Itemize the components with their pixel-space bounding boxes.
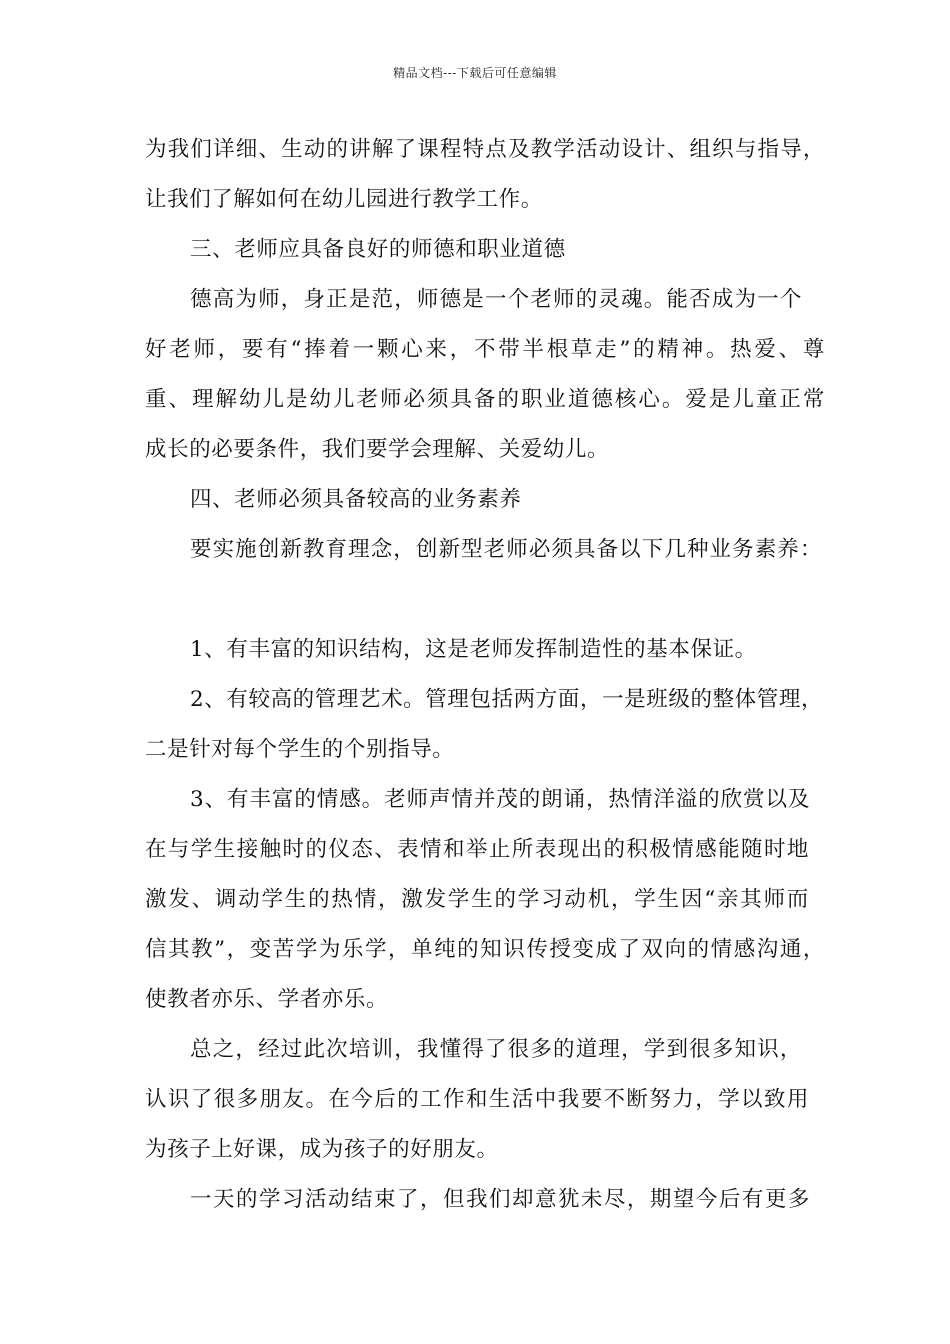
body-line: 为孩子上好课，成为孩子的好朋友。 bbox=[145, 1137, 499, 1162]
body-line: 成长的必要条件，我们要学会理解、关爱幼儿。 bbox=[145, 437, 610, 462]
page-header: 精品文档---下载后可任意编辑 bbox=[393, 66, 557, 80]
list-item: 2、有较高的管理艺术。管理包括两方面，一是班级的整体管理， bbox=[190, 687, 824, 712]
body-line: 使教者亦乐、学者亦乐。 bbox=[145, 987, 389, 1012]
body-line: 让我们了解如何在幼儿园进行教学工作。 bbox=[145, 187, 543, 212]
body-line: 好老师，要有“捧着一颗心来，不带半根草走”的精神。热爱、尊 bbox=[145, 337, 825, 362]
body-line: 在与学生接触时的仪态、表情和举止所表现出的积极情感能随时地 bbox=[145, 837, 809, 862]
section-heading: 三、老师应具备良好的师德和职业道德 bbox=[190, 237, 566, 262]
body-line: 认识了很多朋友。在今后的工作和生活中我要不断努力，学以致用 bbox=[145, 1087, 809, 1112]
body-line: 激发、调动学生的热情，激发学生的学习动机，学生因“亲其师而 bbox=[145, 887, 809, 912]
body-line: 为我们详细、生动的讲解了课程特点及教学活动设计、组织与指导， bbox=[145, 137, 825, 162]
section-heading: 四、老师必须具备较高的业务素养 bbox=[190, 487, 522, 512]
body-line: 德高为师，身正是范，师德是一个老师的灵魂。能否成为一个 bbox=[190, 287, 802, 312]
body-line: 要实施创新教育理念，创新型老师必须具备以下几种业务素养： bbox=[190, 537, 822, 562]
body-line: 总之，经过此次培训，我懂得了很多的道理，学到很多知识， bbox=[190, 1037, 802, 1062]
body-line: 一天的学习活动结束了，但我们却意犹未尽，期望今后有更多 bbox=[190, 1187, 810, 1212]
body-line: 重、理解幼儿是幼儿老师必须具备的职业道德核心。爱是儿童正常 bbox=[145, 387, 825, 412]
body-line: 二是针对每个学生的个别指导。 bbox=[145, 737, 455, 762]
list-item: 3、有丰富的情感。老师声情并茂的朗诵，热情洋溢的欣赏以及 bbox=[190, 787, 810, 812]
body-line: 信其教”，变苦学为乐学，单纯的知识传授变成了双向的情感沟通， bbox=[145, 937, 825, 962]
list-item: 1、有丰富的知识结构，这是老师发挥制造性的基本保证。 bbox=[190, 637, 757, 662]
